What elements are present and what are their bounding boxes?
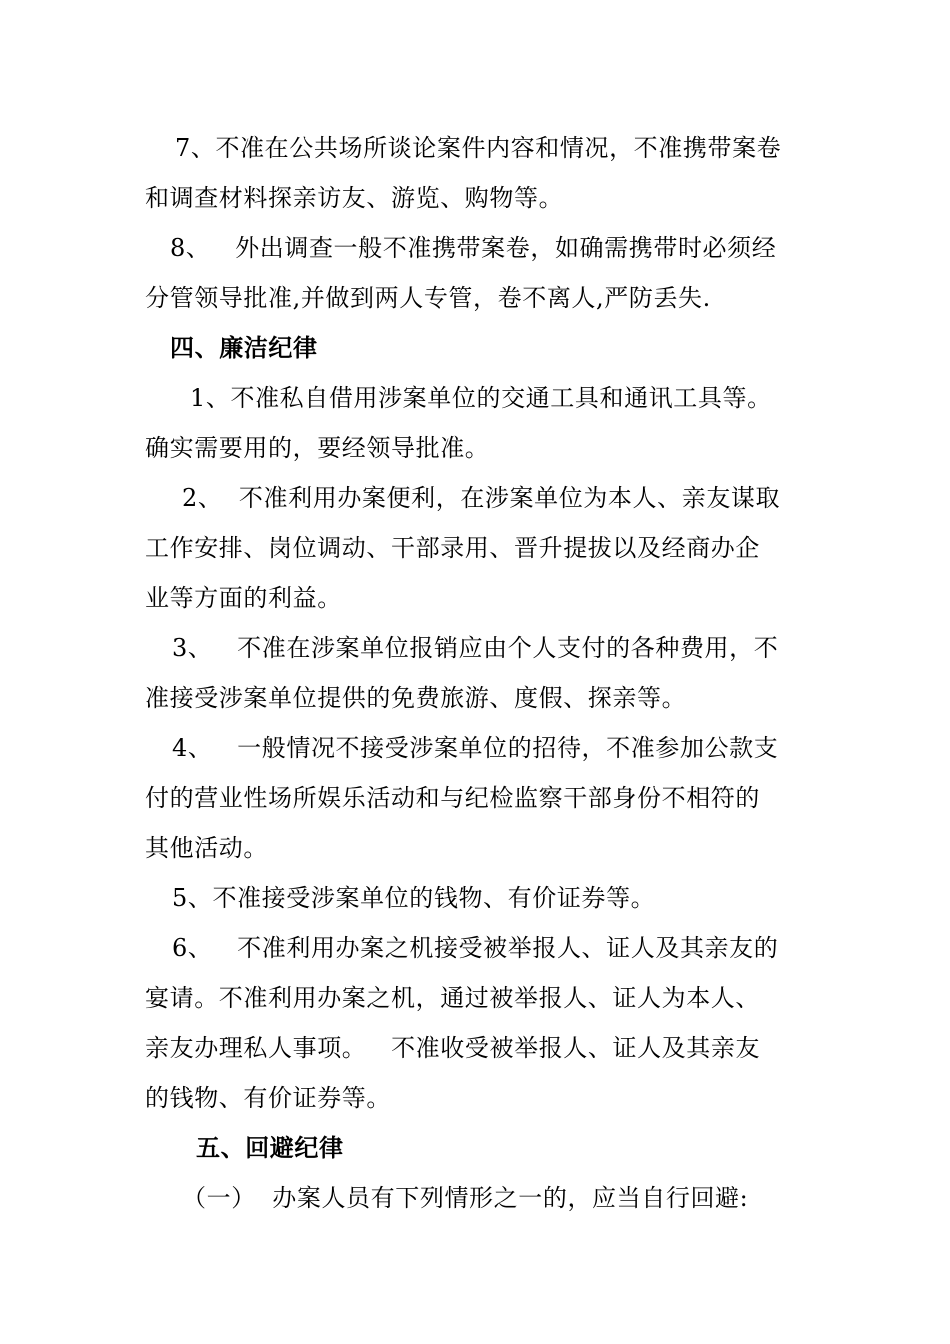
recusal-item-1-line-1: （一） 办案人员有下列情形之一的，应当自行回避:: [182, 1184, 749, 1212]
paragraph-8-line-2: 分管领导批准,并做到两人专管，卷不离人,严防丢失.: [145, 284, 711, 312]
integrity-item-1-line-1: 1、不准私自借用涉案单位的交通工具和通讯工具等。: [190, 384, 772, 412]
integrity-item-6-line-1: 6、 不准利用办案之机接受被举报人、证人及其亲友的: [172, 934, 779, 962]
integrity-item-1-line-2: 确实需要用的，要经领导批准。: [145, 434, 490, 462]
paragraph-7-line-2: 和调查材料探亲访友、游览、购物等。: [145, 184, 564, 212]
integrity-item-4-line-1: 4、 一般情况不接受涉案单位的招待，不准参加公款支: [172, 734, 779, 762]
integrity-item-6-line-4: 的钱物、有价证券等。: [145, 1084, 391, 1112]
paragraph-8-line-1: 8、 外出调查一般不准携带案卷，如确需携带时必须经: [170, 234, 777, 262]
integrity-item-2-line-1: 2、 不准利用办案便利，在涉案单位为本人、亲友谋取: [182, 484, 781, 512]
integrity-item-2-line-2: 工作安排、岗位调动、干部录用、晋升提拔以及经商办企: [145, 534, 760, 562]
section-heading-integrity: 四、廉洁纪律: [170, 333, 318, 362]
integrity-item-4-line-3: 其他活动。: [145, 834, 268, 862]
paragraph-7-line-1: 7、不准在公共场所谈论案件内容和情况，不准携带案卷: [175, 134, 782, 162]
integrity-item-3-line-2: 准接受涉案单位提供的免费旅游、度假、探亲等。: [145, 684, 687, 712]
integrity-item-6-line-3: 亲友办理私人事项。 不准收受被举报人、证人及其亲友: [145, 1034, 761, 1062]
integrity-item-3-line-1: 3、 不准在涉案单位报销应由个人支付的各种费用，不: [172, 634, 779, 662]
section-heading-recusal: 五、回避纪律: [196, 1133, 344, 1162]
integrity-item-4-line-2: 付的营业性场所娱乐活动和与纪检监察干部身份不相符的: [145, 784, 760, 812]
integrity-item-5-line-1: 5、不准接受涉案单位的钱物、有价证券等。: [172, 884, 656, 912]
integrity-item-6-line-2: 宴请。不准利用办案之机，通过被举报人、证人为本人、: [145, 984, 760, 1012]
integrity-item-2-line-3: 业等方面的利益。: [145, 584, 342, 612]
